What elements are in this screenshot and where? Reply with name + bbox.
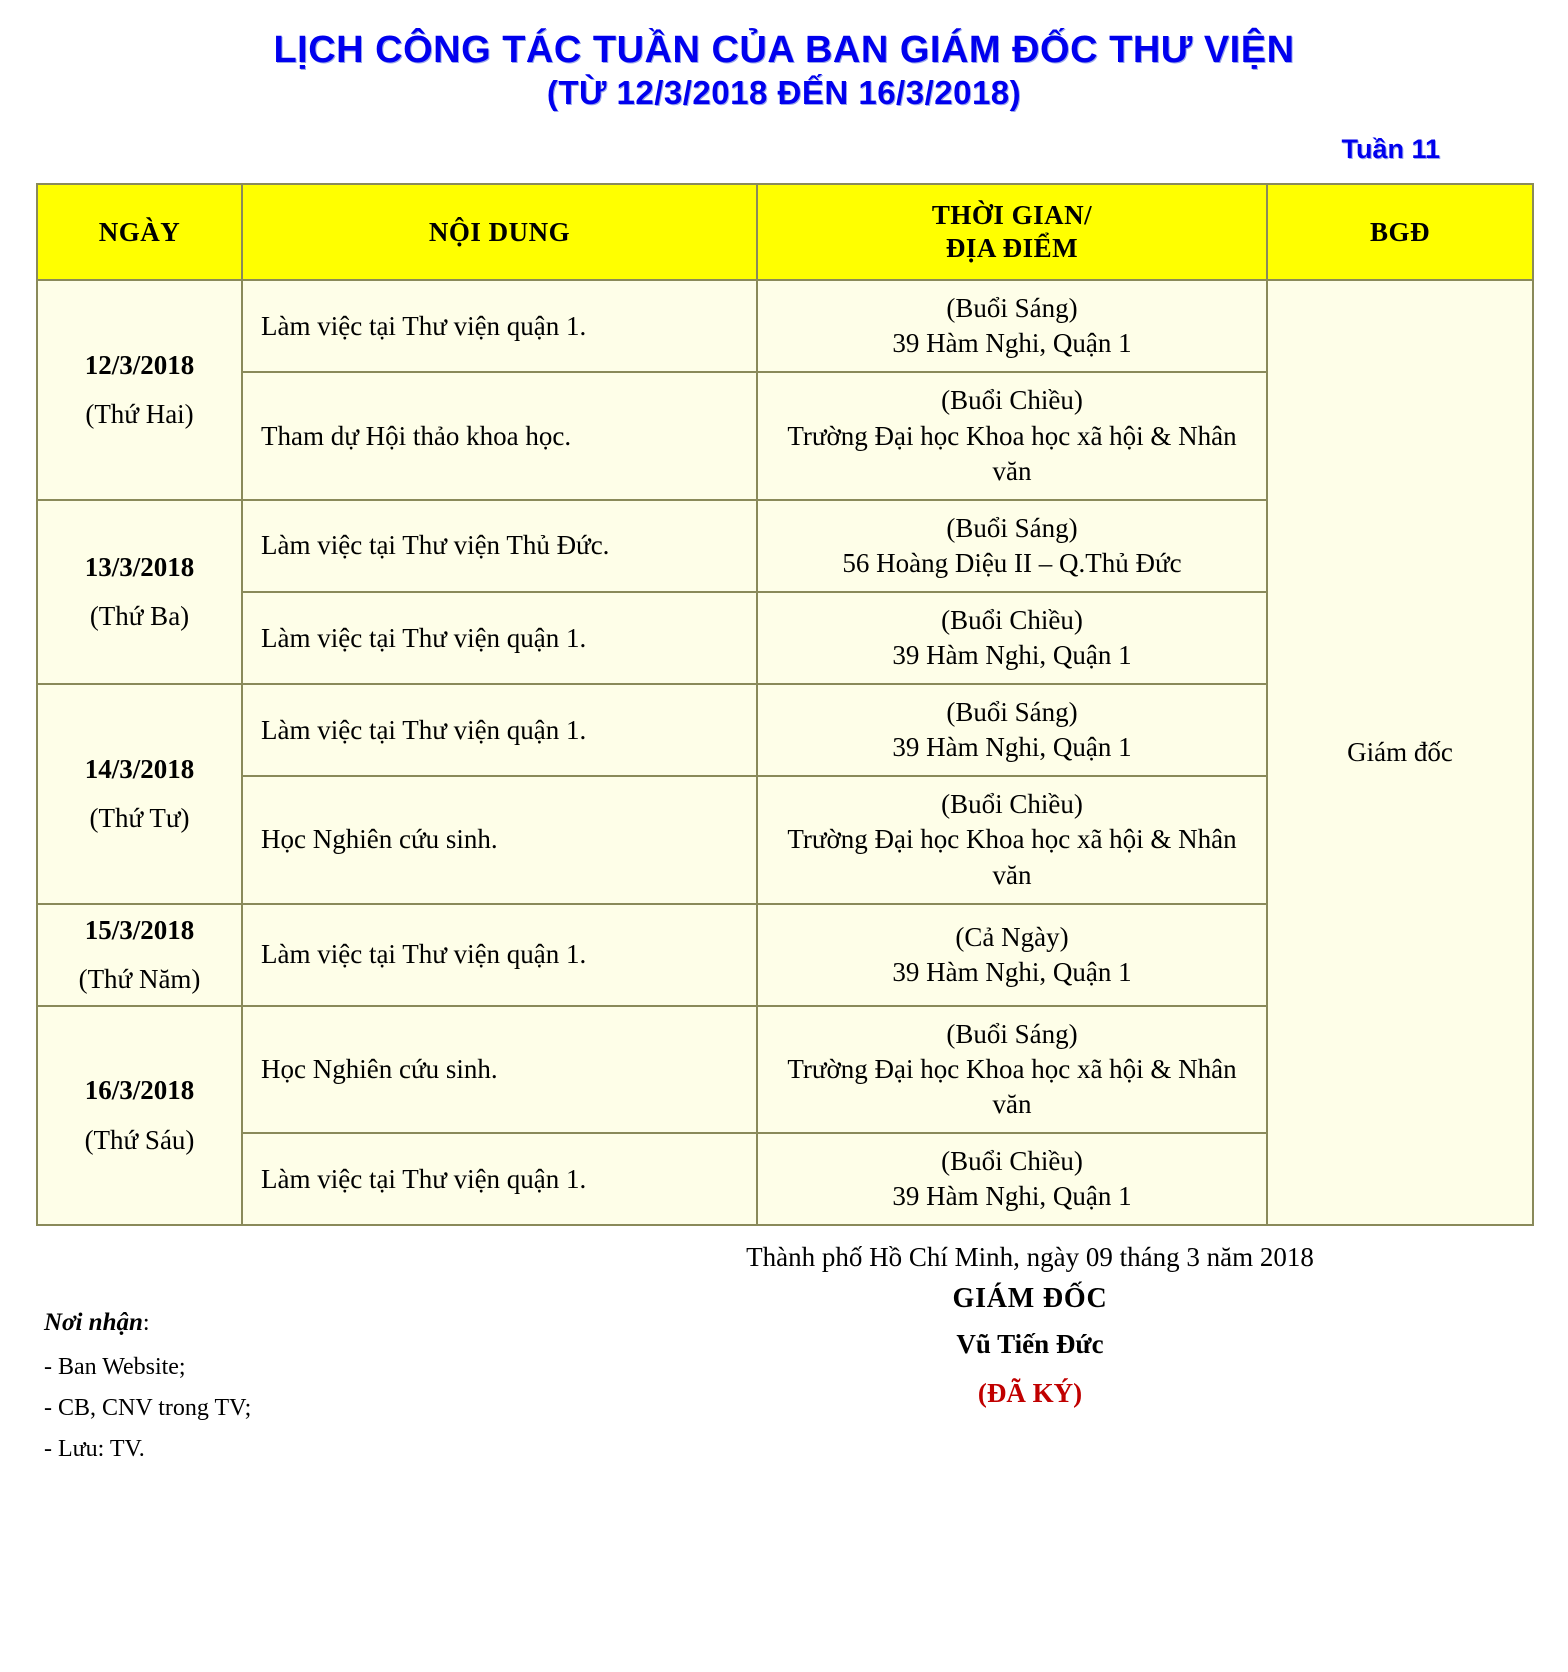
place-label: 39 Hàm Nghi, Quận 1 [892, 732, 1132, 763]
time-place-cell [757, 500, 1267, 592]
time-place-cell [757, 776, 1267, 903]
session-label: (Buổi Chiều) [941, 604, 1083, 635]
recipients-colon: : [142, 1310, 150, 1337]
recipients-title: Nơi nhận [44, 1309, 143, 1337]
column-header-day: NGÀY [37, 184, 242, 280]
content-cell: Học Nghiên cứu sinh. [242, 1006, 757, 1133]
column-header-bgd: BGĐ [1267, 184, 1533, 280]
content-cell: Làm việc tại Thư viện quận 1. [242, 280, 757, 372]
session-label: (Buổi Chiều) [941, 1146, 1083, 1177]
table-row [37, 280, 1533, 372]
column-header-time-place [757, 184, 1267, 280]
page-subtitle: (TỪ 12/3/2018 ĐẾN 16/3/2018) [546, 73, 1022, 111]
session-label: (Buổi Sáng) [946, 697, 1078, 728]
session-label: (Buổi Chiều) [941, 385, 1083, 416]
column-header-content: NỘI DUNG [242, 184, 757, 280]
time-place-cell [757, 592, 1267, 684]
time-place-cell [757, 684, 1267, 776]
schedule-table [36, 183, 1534, 1226]
day-of-week: (Thứ Năm) [78, 963, 201, 994]
day-of-week: (Thứ Hai) [85, 399, 194, 430]
day-cell [37, 904, 242, 1006]
day-of-week: (Thứ Sáu) [84, 1124, 195, 1155]
day-date: 14/3/2018 [84, 753, 195, 784]
signer-name: Vũ Tiến Đức [956, 1329, 1104, 1360]
session-label: (Buổi Sáng) [946, 293, 1078, 324]
place-label: 39 Hàm Nghi, Quận 1 [892, 956, 1132, 987]
footer [0, 1242, 1568, 1492]
session-label: (Cả Ngày) [955, 921, 1069, 952]
table-header-row [37, 184, 1533, 280]
page-title: LỊCH CÔNG TÁC TUẦN CỦA BAN GIÁM ĐỐC THƯ VIỆN [273, 29, 1295, 71]
place-label: 39 Hàm Nghi, Quận 1 [892, 328, 1132, 359]
session-label: (Buổi Sáng) [946, 512, 1078, 543]
signature-status: (ĐÃ KÝ) [977, 1378, 1083, 1409]
week-label: Tuần 11 [1341, 134, 1440, 165]
recipients-block [44, 1304, 251, 1470]
place-label: Trường Đại học Khoa học xã hội & Nhân văn [787, 1053, 1237, 1119]
column-header-time-line2: ĐỊA ĐIỂM [945, 233, 1079, 264]
time-place-cell [757, 1133, 1267, 1225]
day-date: 16/3/2018 [84, 1075, 195, 1106]
content-cell: Tham dự Hội thảo khoa học. [242, 372, 757, 499]
place-label: 39 Hàm Nghi, Quận 1 [892, 640, 1132, 671]
recipients-heading [44, 1304, 251, 1343]
day-date: 15/3/2018 [84, 914, 195, 945]
recipients-list [44, 1347, 251, 1471]
place-label: 56 Hoàng Diệu II – Q.Thủ Đức [842, 547, 1182, 578]
session-label: (Buổi Chiều) [941, 789, 1083, 820]
time-place-cell [757, 904, 1267, 1006]
place-label: Trường Đại học Khoa học xã hội & Nhân văn [787, 420, 1237, 486]
time-place-cell [757, 372, 1267, 499]
signature-block [620, 1242, 1440, 1409]
content-cell: Làm việc tại Thư viện Thủ Đức. [242, 500, 757, 592]
time-place-cell [757, 1006, 1267, 1133]
day-date: 12/3/2018 [84, 349, 195, 380]
content-cell: Làm việc tại Thư viện quận 1. [242, 592, 757, 684]
content-cell: Làm việc tại Thư viện quận 1. [242, 904, 757, 1006]
list-item: - CB, CNV trong TV; [44, 1395, 252, 1422]
list-item: - Lưu: TV. [44, 1436, 145, 1463]
day-cell [37, 1006, 242, 1225]
place-label: Trường Đại học Khoa học xã hội & Nhân văn [787, 824, 1237, 890]
time-place-cell [757, 280, 1267, 372]
day-of-week: (Thứ Ba) [89, 600, 190, 631]
signature-place-date: Thành phố Hồ Chí Minh, ngày 09 tháng 3 năm 2018 [746, 1242, 1314, 1273]
content-cell: Làm việc tại Thư viện quận 1. [242, 684, 757, 776]
content-cell: Làm việc tại Thư viện quận 1. [242, 1133, 757, 1225]
column-header-time-line1: THỜI GIAN/ [931, 200, 1093, 231]
day-date: 13/3/2018 [84, 551, 195, 582]
place-label: 39 Hàm Nghi, Quận 1 [892, 1181, 1132, 1212]
day-cell [37, 280, 242, 499]
signer-title: GIÁM ĐỐC [952, 1283, 1108, 1315]
day-cell [37, 684, 242, 903]
title-block [0, 0, 1568, 112]
day-cell [37, 500, 242, 684]
bgd-cell: Giám đốc [1267, 280, 1533, 1225]
list-item: - Ban Website; [44, 1354, 186, 1381]
schedule-table-wrap [0, 165, 1568, 1226]
session-label: (Buổi Sáng) [946, 1018, 1078, 1049]
content-cell: Học Nghiên cứu sinh. [242, 776, 757, 903]
day-of-week: (Thứ Tư) [89, 802, 190, 833]
